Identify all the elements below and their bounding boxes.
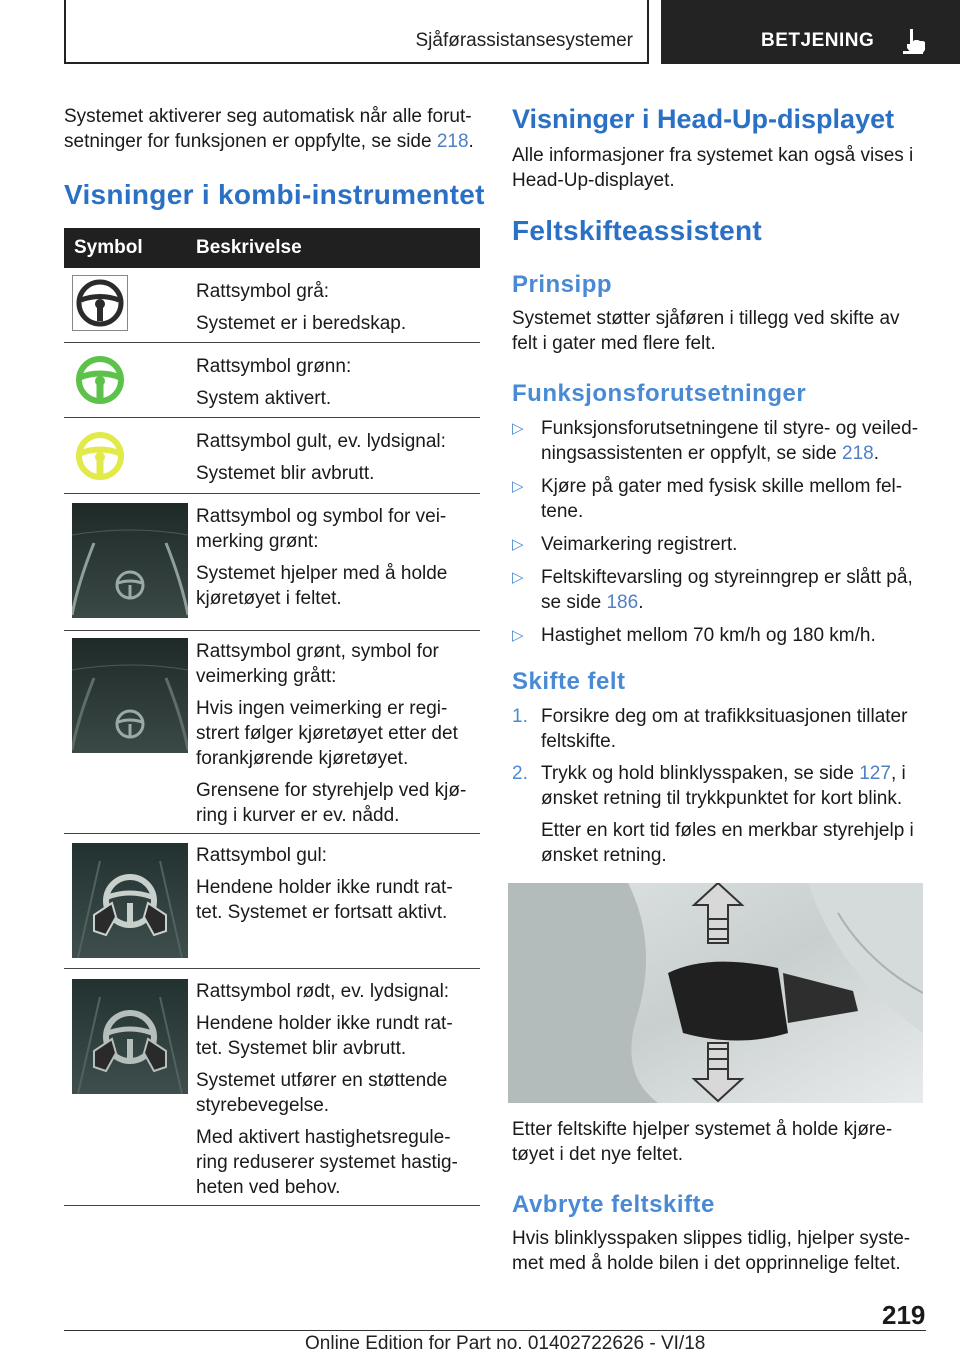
row-1-line-1: Rattsymbol grå: — [196, 281, 330, 302]
row-1-line-2: Systemet er i beredskap. — [196, 313, 407, 334]
row-6-line-1: Rattsymbol gul: — [196, 845, 327, 866]
hands-on-wheel-red-icon — [72, 979, 188, 1099]
header-section-title: Sjåførassistansesystemer — [415, 30, 633, 51]
row-5-line-2: Hvis ingen veimerking er regi-strert følger kjøretøyet etter det forankjørende kjøretøyet. — [196, 698, 458, 769]
step-number: 2. — [512, 763, 528, 784]
row-2-line-2: System aktivert. — [196, 388, 332, 409]
row-5-line-3: Grensene for styrehjelp ved kjø-ring i kurver er ev. nådd. — [196, 780, 467, 826]
intro-line-1: Systemet aktiverer seg automatisk når alle forut- — [64, 106, 472, 127]
page-link-186[interactable]: 186 — [606, 592, 639, 613]
row-divider — [64, 630, 480, 631]
triangle-bullet-icon: ▷ — [512, 627, 524, 644]
step-number: 1. — [512, 706, 528, 727]
hud-heading: Visninger i Head-Up-displayet — [512, 104, 895, 134]
footer-divider — [64, 1330, 926, 1331]
table-row — [196, 279, 476, 343]
lane-change-assistant-heading: Feltskifteassistent — [512, 215, 763, 246]
step-text: Forsikre deg om at trafikksituasjonen tillater feltskifte. — [541, 706, 908, 752]
cancel-text: Hvis blinklysspaken slippes tidlig, hjelper syste-met med å holde bilen i det opprinnelige feltet. — [512, 1228, 911, 1274]
list-item — [512, 623, 932, 648]
page-number: 219 — [882, 1300, 926, 1330]
hud-text: Alle informasjoner fra systemet kan også vises i Head-Up-displayet. — [512, 145, 914, 191]
principle-heading: Prinsipp — [512, 271, 613, 298]
condition-end: . — [873, 443, 879, 464]
triangle-bullet-icon: ▷ — [512, 420, 524, 437]
intro-paragraph — [64, 104, 484, 154]
condition-text: Veimarkering registrert. — [541, 534, 738, 555]
condition-text: Feltskiftevarsling og styreinngrep er slått på, se side — [541, 567, 913, 613]
col-symbol: Symbol — [74, 237, 143, 258]
steering-wheel-green-icon — [72, 352, 128, 413]
list-item — [512, 416, 932, 466]
footer-edition: Online Edition for Part no. 01402722626 - VI/18 — [305, 1333, 706, 1354]
conditions-list — [512, 416, 932, 656]
row-2-line-1: Rattsymbol grønn: — [196, 356, 352, 377]
cancel-lane-change-heading: Avbryte feltskifte — [512, 1191, 715, 1218]
page-link-218[interactable]: 218 — [436, 131, 469, 152]
row-7-line-3: Systemet utfører en støttende styrebevegelse. — [196, 1070, 448, 1116]
row-3-line-1: Rattsymbol gult, ev. lydsignal: — [196, 431, 446, 452]
intro-line-2: setninger for funksjonen er oppfylte, se side — [64, 131, 437, 152]
table-row — [196, 354, 476, 418]
table-row — [196, 639, 476, 835]
steps-list — [512, 704, 932, 868]
page-link-127[interactable]: 127 — [859, 763, 891, 784]
header-section-box — [64, 0, 649, 64]
triangle-bullet-icon: ▷ — [512, 569, 524, 586]
intro-end: . — [468, 131, 474, 152]
step-text: Trykk og hold blinklysspaken, se side — [541, 763, 860, 784]
change-lane-heading: Skifte felt — [512, 668, 626, 695]
row-divider — [64, 968, 480, 969]
steering-wheel-yellow-icon — [72, 428, 128, 489]
row-3-line-2: Systemet blir avbrutt. — [196, 463, 375, 484]
principle-text: Systemet støtter sjåføren i tillegg ved skifte av felt i gater med flere felt. — [512, 308, 900, 354]
row-4-line-2: Systemet hjelper med å holde kjøretøyet i feltet. — [196, 563, 448, 609]
symbol-table-header — [64, 228, 480, 268]
condition-text: Hastighet mellom 70 km/h og 180 km/h. — [541, 625, 876, 646]
table-row — [196, 429, 476, 493]
turn-signal-lever-illustration — [508, 883, 923, 1103]
kombi-heading: Visninger i kombi-instrumentet — [64, 179, 485, 210]
row-7-line-1: Rattsymbol rødt, ev. lydsignal: — [196, 981, 450, 1002]
condition-text: Funksjonsforutsetningene til styre- og veiled-ningsassistenten er oppfylt, se side — [541, 418, 919, 464]
row-divider — [64, 417, 480, 418]
row-5-line-1: Rattsymbol grønt, symbol for veimerking grått: — [196, 641, 439, 687]
list-item — [512, 761, 932, 868]
step-sub-text: Etter en kort tid føles en merkbar styrehjelp i ønsket retning. — [541, 820, 914, 866]
header-chapter-title: BETJENING — [761, 30, 875, 51]
list-item — [512, 565, 932, 615]
steering-wheel-grey-icon — [72, 275, 128, 336]
list-item — [512, 474, 932, 524]
row-divider — [64, 342, 480, 343]
list-item — [512, 532, 932, 557]
table-row — [196, 843, 476, 932]
hands-on-wheel-yellow-icon — [72, 843, 188, 963]
row-7-line-2: Hendene holder ikke rundt rat-tet. Systemet blir avbrutt. — [196, 1013, 453, 1059]
row-divider — [64, 493, 480, 494]
col-description: Beskrivelse — [196, 237, 302, 258]
lane-marking-grey-icon — [72, 638, 188, 758]
row-6-line-2: Hendene holder ikke rundt rat-tet. Systemet er fortsatt aktivt. — [196, 877, 453, 923]
condition-text: Kjøre på gater med fysisk skille mellom fel-tene. — [541, 476, 903, 522]
condition-end: . — [638, 592, 644, 613]
row-4-line-1: Rattsymbol og symbol for vei-merking grønt: — [196, 506, 447, 552]
step-text-cont: , i ønsket retning til trykkpunktet for kort blink. — [541, 763, 906, 809]
list-item — [512, 704, 932, 754]
triangle-bullet-icon: ▷ — [512, 478, 524, 495]
header-chapter-box — [661, 0, 960, 64]
table-row — [196, 504, 476, 618]
hand-pointer-icon — [901, 27, 931, 55]
lane-marking-green-icon — [72, 503, 188, 623]
after-change-text: Etter feltskifte hjelper systemet å holde kjøre-tøyet i det nye feltet. — [512, 1119, 893, 1165]
function-conditions-heading: Funksjonsforutsetninger — [512, 380, 807, 407]
row-7-line-4: Med aktivert hastighetsregule-ring reduserer systemet hastig-heten ved behov. — [196, 1127, 458, 1198]
triangle-bullet-icon: ▷ — [512, 536, 524, 553]
row-divider — [64, 1205, 480, 1206]
page-link-218[interactable]: 218 — [842, 443, 874, 464]
table-row — [196, 979, 476, 1207]
row-divider — [64, 833, 480, 834]
